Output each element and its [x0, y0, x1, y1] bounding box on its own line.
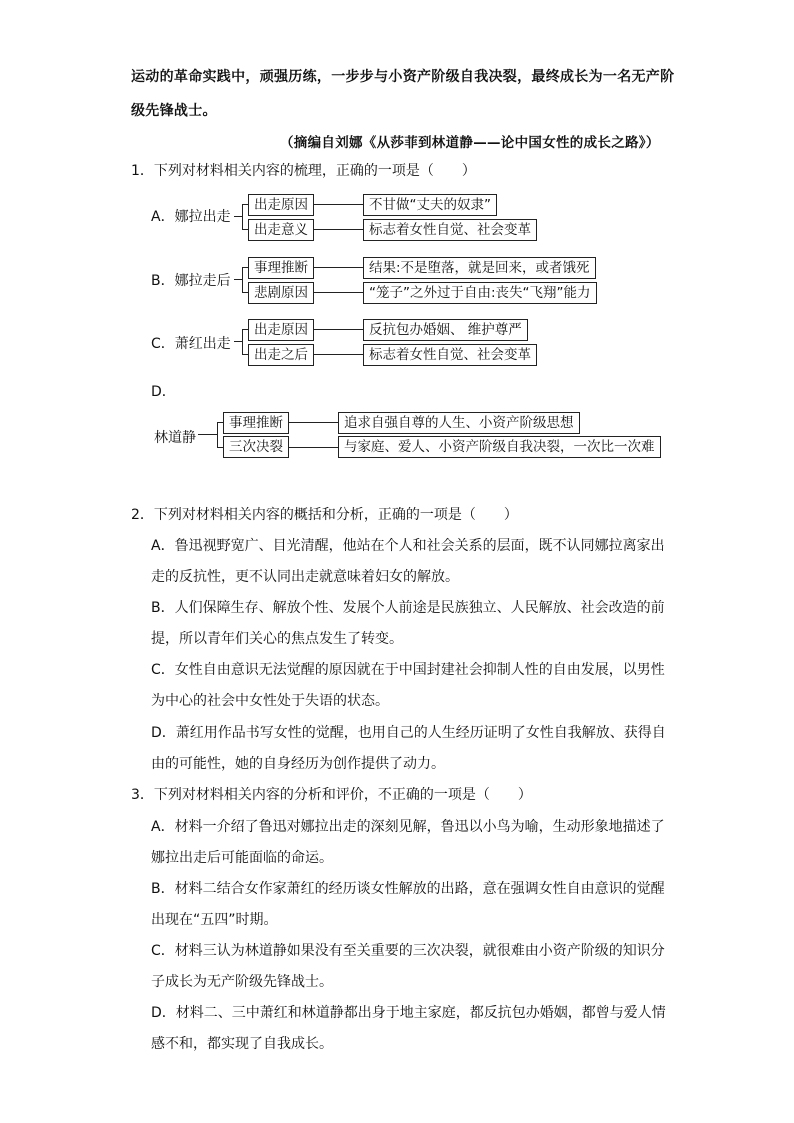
- connector-line: [314, 267, 363, 268]
- q1-b-value-2: “笼子”之外过于自由:丧失“飞翔”能力: [363, 282, 597, 304]
- q1-c-value-2: 标志着女性自觉、社会变革: [363, 344, 537, 366]
- q1-d-value-1: 追求自强自尊的人生、小资产阶级思想: [338, 412, 580, 434]
- connector-line: [234, 216, 242, 217]
- q2-option-d-line-1: D．萧红用作品书写女性的觉醒，也用自己的人生经历证明了女性自我解放、获得自: [151, 725, 666, 741]
- passage-line-1: 运动的革命实践中，顽强历练，一步步与小资产阶级自我决裂，最终成长为一名无产阶: [131, 69, 675, 85]
- q1-a-value-2: 标志着女性自觉、社会变革: [363, 219, 537, 241]
- q3-option-c-line-2: 子成长为无产阶级先锋战士。: [151, 974, 333, 990]
- connector-line: [234, 279, 242, 280]
- q1-c-value-1: 反抗包办婚姻、 维护尊严: [363, 319, 528, 341]
- q2-option-d-line-2: 由的可能性，她的自身经历为创作提供了动力。: [151, 756, 445, 772]
- q1-b-key-1: 事理推断: [248, 257, 314, 279]
- q3-option-b-line-2: 出现在“五四”时期。: [151, 912, 278, 928]
- q1-b-key-2: 悲剧原因: [248, 282, 314, 304]
- q3-option-c-line-1: C．材料三认为林道静如果没有至关重要的三次决裂，就很难由小资产阶级的知识分: [151, 943, 665, 959]
- q2-option-c-line-1: C．女性自由意识无法觉醒的原因就在于中国封建社会抑制人性的自由发展，以男性: [151, 662, 665, 678]
- q1-a-value-1: 不甘做“丈夫的奴隶”: [363, 194, 497, 216]
- q1-c-key-2: 出走之后: [248, 344, 314, 366]
- q2-option-a-line-2: 走的反抗性，更不认同出走就意味着妇女的解放。: [151, 569, 459, 585]
- q3-option-d-line-1: D．材料二、三中萧红和林道静都出身于地主家庭，都反抗包办婚姻，都曾与爱人情: [151, 1005, 666, 1021]
- connector-line: [289, 422, 338, 423]
- q2-option-b-line-2: 提，所以青年们关心的焦点发生了转变。: [151, 631, 403, 647]
- q1-option-c-label: C．萧红出走: [151, 336, 231, 352]
- bracket-line: [242, 267, 243, 292]
- connector-line: [234, 341, 242, 342]
- q3-option-a-line-2: 娜拉出走后可能面临的命运。: [151, 850, 333, 866]
- q2-option-c-line-2: 为中心的社会中女性处于失语的状态。: [151, 693, 389, 709]
- q2-stem: 2．下列对材料相关内容的概括和分析，正确的一项是（ ）: [131, 507, 518, 523]
- q1-option-d-label: D．: [151, 384, 176, 400]
- q3-option-d-line-2: 感不和，都实现了自我成长。: [151, 1036, 333, 1052]
- q2-option-b-line-1: B．人们保障生存、解放个性、发展个人前途是民族独立、人民解放、社会改造的前: [151, 600, 665, 616]
- q1-a-key-1: 出走原因: [248, 194, 314, 216]
- q1-option-b-label: B．娜拉走后: [151, 273, 231, 289]
- q1-d-value-2: 与家庭、爱人、小资产阶级自我决裂，一次比一次难: [338, 436, 661, 458]
- connector-line: [314, 329, 363, 330]
- q1-d-key-1: 事理推断: [223, 412, 289, 434]
- passage-line-2: 级先锋战士。: [131, 103, 217, 119]
- connector-line: [314, 354, 363, 355]
- q1-d-root: 林道静: [154, 430, 196, 446]
- connector-line: [314, 292, 363, 293]
- connector-line: [289, 447, 338, 448]
- q3-stem: 3．下列对材料相关内容的分析和评价，不正确的一项是（ ）: [131, 787, 532, 803]
- bracket-line: [242, 329, 243, 354]
- q1-c-key-1: 出走原因: [248, 319, 314, 341]
- q3-option-a-line-1: A．材料一介绍了鲁迅对娜拉出走的深刻见解，鲁迅以小鸟为喻，生动形象地描述了: [151, 819, 665, 835]
- connector-line: [314, 229, 363, 230]
- connector-line: [198, 434, 217, 435]
- passage-source: （摘编自刘娜《从莎菲到林道静——论中国女性的成长之路》）: [280, 135, 660, 151]
- q1-a-key-2: 出走意义: [248, 219, 314, 241]
- bracket-line: [217, 422, 218, 447]
- bracket-line: [242, 204, 243, 229]
- q1-option-a-label: A．娜拉出走: [151, 209, 231, 225]
- q1-d-key-2: 三次决裂: [223, 436, 289, 458]
- q2-option-a-line-1: A．鲁迅视野宽广、目光清醒，他站在个人和社会关系的层面，既不认同娜拉离家出: [151, 538, 665, 554]
- q1-b-value-1: 结果:不是堕落，就是回来，或者饿死: [363, 257, 596, 279]
- q1-stem: 1．下列对材料相关内容的梳理，正确的一项是（ ）: [131, 163, 476, 179]
- q3-option-b-line-1: B．材料二结合女作家萧红的经历谈女性解放的出路，意在强调女性自由意识的觉醒: [151, 881, 665, 897]
- connector-line: [314, 204, 363, 205]
